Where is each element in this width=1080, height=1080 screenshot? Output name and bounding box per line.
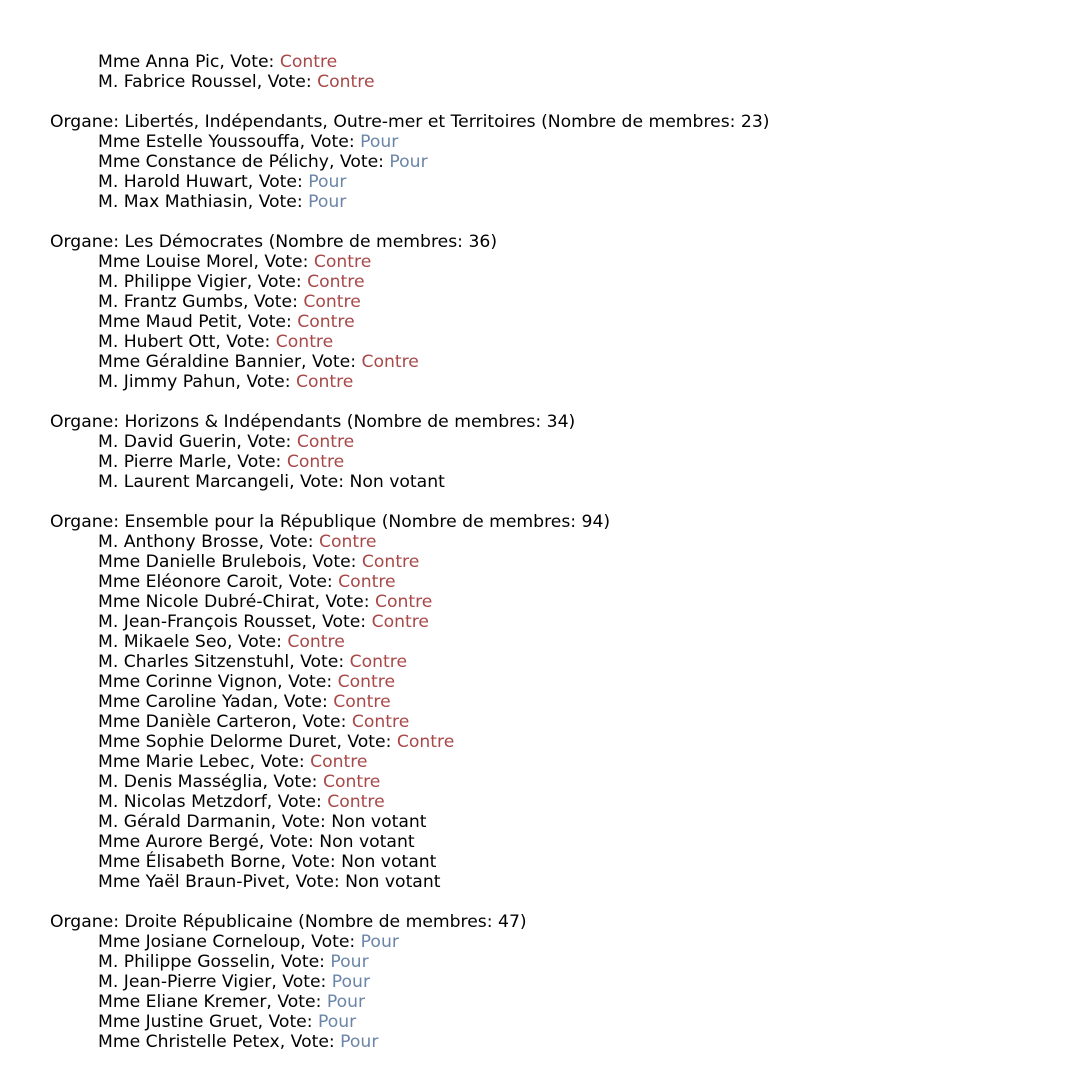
member-name: Mme Maud Petit [98,312,237,332]
organ-name: Droite Républicaine [124,912,293,932]
member-row [50,192,770,212]
member-name: M. Jimmy Pahun [98,372,236,392]
vote-value: Non votant [345,872,441,892]
member-name: M. Harold Huwart [98,172,248,192]
vote-value: Contre [307,272,365,292]
vote-label: , Vote: [266,992,327,1012]
vote-label: , Vote: [272,692,334,712]
vote-label: , Vote: [271,972,332,992]
member-row [50,372,770,392]
vote-value: Contre [275,332,334,352]
organ-prefix: Organe: [50,512,125,532]
member-name: Mme Sophie Delorme Duret [98,732,337,752]
member-name: M. Fabrice Roussel [98,72,257,92]
vote-value: Contre [279,52,338,72]
vote-value: Contre [374,592,433,612]
member-row [50,152,770,172]
vote-label: , Vote: [236,312,298,332]
vote-label: , Vote: [277,572,339,592]
vote-value: Contre [296,432,355,452]
member-name: Mme Christelle Petex [98,1032,280,1052]
member-name: Mme Josiane Corneloup [98,932,301,952]
vote-value: Contre [322,772,381,792]
member-row [50,712,770,732]
member-name: M. Philippe Vigier [98,272,247,292]
vote-label: , Vote: [291,712,352,732]
vote-value: Contre [351,712,410,732]
member-row [50,932,770,952]
member-name: M. Max Mathiasin [98,192,248,212]
vote-value: Non votant [349,472,445,492]
vote-label: , Vote: [300,932,361,952]
member-row [50,432,770,452]
member-name: M. Mikaele Seo [98,632,227,652]
member-count-prefix: (Nombre de membres: [292,912,499,932]
vote-label: , Vote: [289,472,350,492]
vote-value: Contre [396,732,455,752]
vote-label: , Vote: [249,752,311,772]
member-row [50,552,770,572]
member-row [50,692,770,712]
member-row [50,952,770,972]
member-row [50,312,770,332]
organ-prefix: Organe: [50,412,125,432]
member-count: 23 [740,112,763,132]
member-row [50,252,770,272]
member-name: M. Denis Masséglia [98,772,263,792]
member-row [50,832,770,852]
member-row [50,572,770,592]
member-name: M. Laurent Marcangeli [98,472,290,492]
vote-label: , Vote: [257,1012,319,1032]
vote-value: Non votant [341,852,437,872]
organ-header [50,512,770,532]
member-row [50,772,770,792]
member-name: Mme Danielle Brulebois [98,552,302,572]
vote-label: , Vote: [336,732,397,752]
member-count-suffix: ) [603,512,611,532]
vote-label: , Vote: [219,52,280,72]
vote-label: , Vote: [314,592,375,612]
vote-label: , Vote: [253,252,314,272]
vote-value: Contre [303,292,361,312]
vote-label: , Vote: [258,532,319,552]
vote-value: Contre [338,572,396,592]
member-count-prefix: (Nombre de membres: [341,412,547,432]
member-name: Mme Aurore Bergé [98,832,259,852]
member-row [50,52,770,72]
vote-value: Contre [371,612,429,632]
vote-label: , Vote: [299,132,361,152]
vote-value: Pour [318,1012,357,1032]
vote-label: , Vote: [256,72,318,92]
vote-value: Pour [326,992,366,1012]
member-row [50,872,770,892]
member-name: Mme Louise Morel [98,252,254,272]
member-row [50,752,770,772]
vote-label: , Vote: [301,352,362,372]
vote-value: Pour [360,132,399,152]
vote-value: Contre [361,352,419,372]
member-row [50,612,770,632]
member-count-suffix: ) [519,912,527,932]
member-name: M. Gérald Darmanin [98,812,271,832]
member-row [50,72,770,92]
vote-value: Pour [340,1032,379,1052]
organ-group [50,512,770,892]
vote-label: , Vote: [258,832,320,852]
member-row [50,992,770,1012]
vote-value: Contre [349,652,408,672]
organ-prefix: Organe: [50,112,125,132]
vote-label: , Vote: [242,292,304,312]
vote-label: , Vote: [289,652,350,672]
organ-header [50,112,770,132]
vote-value: Pour [308,192,347,212]
vote-label: , Vote: [226,632,288,652]
vote-value: Contre [287,632,345,652]
member-count-prefix: (Nombre de membres: [376,512,582,532]
member-name: M. David Guerin [98,432,237,452]
member-name: Mme Constance de Pélichy [98,152,329,172]
vote-value: Contre [319,532,377,552]
vote-value: Pour [308,172,347,192]
member-row [50,672,770,692]
member-name: Mme Eliane Kremer [98,992,267,1012]
vote-value: Contre [313,252,372,272]
vote-value: Pour [330,952,369,972]
vote-label: , Vote: [247,192,309,212]
vote-value: Contre [310,752,368,772]
vote-value: Non votant [319,832,415,852]
member-row [50,132,770,152]
vote-label: , Vote: [311,612,372,632]
member-name: M. Charles Sitzenstuhl [98,652,290,672]
member-row [50,632,770,652]
member-row [50,172,770,192]
member-row [50,732,770,752]
organ-prefix: Organe: [50,912,125,932]
member-name: Mme Danièle Carteron [98,712,292,732]
member-row [50,852,770,872]
member-row [50,592,770,612]
vote-label: , Vote: [277,672,338,692]
vote-label: , Vote: [280,852,342,872]
member-name: Mme Nicole Dubré-Chirat [98,592,315,612]
member-name: Mme Élisabeth Borne [98,852,281,872]
member-name: M. Pierre Marle [98,452,227,472]
organ-name: Les Démocrates [124,232,264,252]
member-row [50,532,770,552]
member-count: 34 [546,412,569,432]
member-row [50,1032,770,1052]
vote-value: Contre [317,72,375,92]
vote-label: , Vote: [270,812,332,832]
vote-value: Contre [361,552,420,572]
member-name: M. Frantz Gumbs [98,292,243,312]
member-count-prefix: (Nombre de membres: [263,232,469,252]
organ-prefix: Organe: [50,232,125,252]
member-name: M. Hubert Ott [98,332,216,352]
member-count: 94 [581,512,604,532]
organ-header [50,912,770,932]
vote-label: , Vote: [266,792,328,812]
member-name: M. Anthony Brosse [98,532,259,552]
organ-header [50,232,770,252]
member-name: M. Nicolas Metzdorf [98,792,267,812]
vote-value: Contre [297,312,355,332]
vote-label: , Vote: [247,172,309,192]
organ-group [50,412,770,492]
member-name: Mme Caroline Yadan [98,692,273,712]
member-row [50,272,770,292]
vote-label: , Vote: [301,552,362,572]
member-count-suffix: ) [568,412,576,432]
vote-label: , Vote: [236,432,297,452]
member-row [50,652,770,672]
member-name: Mme Estelle Youssouffa [98,132,300,152]
vote-label: , Vote: [215,332,276,352]
member-count-prefix: (Nombre de membres: [535,112,741,132]
vote-label: , Vote: [235,372,296,392]
vote-value: Pour [360,932,399,952]
member-name: M. Philippe Gosselin [98,952,270,972]
organ-name: Horizons & Indépendants [124,412,342,432]
vote-label: , Vote: [284,872,346,892]
vote-label: , Vote: [262,772,323,792]
vote-value: Contre [333,692,391,712]
organ-group [50,232,770,392]
vote-document [50,52,770,1052]
vote-label: , Vote: [269,952,331,972]
member-name: Mme Justine Gruet [98,1012,258,1032]
member-count-suffix: ) [762,112,770,132]
vote-label: , Vote: [279,1032,341,1052]
member-name: M. Jean-Pierre Vigier [98,972,272,992]
organ-group [50,52,770,92]
vote-label: , Vote: [328,152,390,172]
member-count: 47 [498,912,520,932]
vote-value: Contre [286,452,345,472]
vote-label: , Vote: [226,452,287,472]
vote-value: Contre [295,372,354,392]
organ-group [50,112,770,212]
organ-group [50,912,770,1052]
member-row [50,1012,770,1032]
member-row [50,972,770,992]
organ-name: Ensemble pour la République [124,512,377,532]
member-count: 36 [468,232,491,252]
member-name: Mme Géraldine Bannier [98,352,302,372]
vote-value: Non votant [331,812,427,832]
member-name: Mme Corinne Vignon [98,672,278,692]
member-row [50,452,770,472]
member-row [50,352,770,372]
member-name: Mme Marie Lebec [98,752,250,772]
member-name: Mme Eléonore Caroit [98,572,278,592]
member-row [50,792,770,812]
member-row [50,812,770,832]
vote-value: Contre [337,672,396,692]
member-row [50,332,770,352]
member-name: Mme Anna Pic [98,52,220,72]
member-row [50,292,770,312]
member-name: Mme Yaël Braun-Pivet [98,872,285,892]
vote-value: Pour [389,152,428,172]
vote-value: Contre [327,792,385,812]
organ-header [50,412,770,432]
vote-label: , Vote: [246,272,308,292]
organ-name: Libertés, Indépendants, Outre-mer et Territoires [124,112,536,132]
member-row [50,472,770,492]
member-count-suffix: ) [490,232,498,252]
vote-value: Pour [331,972,371,992]
member-name: M. Jean-François Rousset [98,612,312,632]
